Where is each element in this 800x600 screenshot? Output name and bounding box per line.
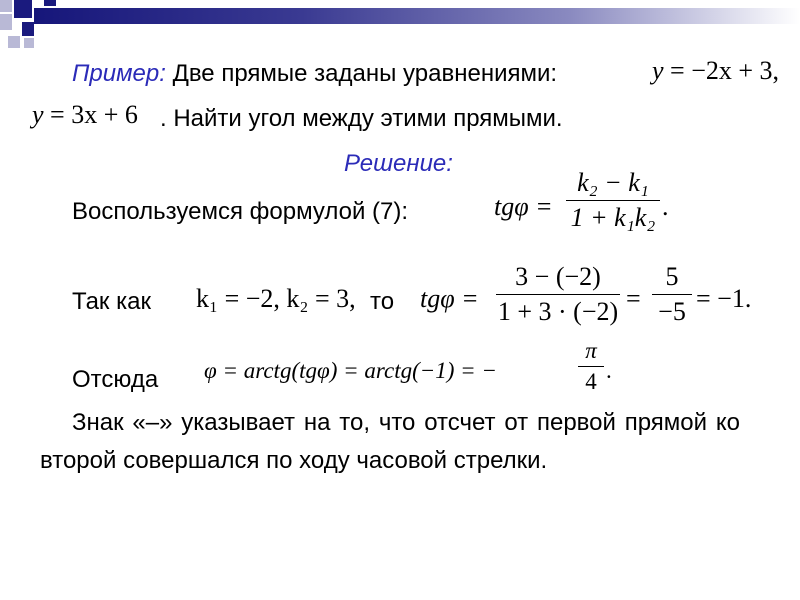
step3-numerator: π xyxy=(585,338,597,363)
fraction-bar xyxy=(578,366,604,367)
decor-square xyxy=(0,0,12,12)
step2-f2-denominator: −5 xyxy=(658,297,686,326)
step1-fraction xyxy=(566,168,660,233)
example-text: Две прямые заданы уравнениями: xyxy=(165,60,558,87)
header-bar xyxy=(34,8,800,24)
step1-text: Воспользуемся формулой (7): xyxy=(72,198,409,225)
example-label: Пример: xyxy=(72,60,166,87)
step3-tail: . xyxy=(606,358,612,383)
step3-text: Отсюда xyxy=(72,366,159,393)
solution-heading: Решение: xyxy=(344,150,453,177)
step2-text: Так как xyxy=(72,288,151,315)
step2-given: k₁ = −2, k₂ = 3, xyxy=(196,284,356,313)
step1-tail: . xyxy=(662,192,669,221)
equation-1 xyxy=(652,56,779,86)
eq1-lhs: y xyxy=(652,56,664,85)
step3-fraction xyxy=(578,338,604,395)
eq2-lhs: y xyxy=(32,100,44,129)
step1-lhs: tgφ = xyxy=(494,192,553,221)
decor-square xyxy=(0,14,12,30)
example-text-2: . Найти угол между этими прямыми. xyxy=(160,105,563,132)
step2-lhs: tgφ = xyxy=(420,284,479,313)
fraction-bar xyxy=(652,294,692,295)
equation-2 xyxy=(32,100,138,130)
decor-square xyxy=(24,38,34,48)
step2-result: = −1. xyxy=(696,284,752,313)
step1-numerator: k₂ − k₁ xyxy=(577,168,649,197)
step2-f1-numerator: 3 − (−2) xyxy=(515,262,601,291)
step1-denominator: 1 + k₁k₂ xyxy=(570,203,656,232)
decor-square xyxy=(14,0,32,18)
conclusion-paragraph: Знак «–» указывает на то, что отсчет от первой прямой ко второй совершался по ходу часовой стрелки. xyxy=(40,409,740,474)
eq1-rhs: = −2x + 3, xyxy=(670,56,780,85)
step3-expr: φ = arctg(tgφ) = arctg(−1) = − xyxy=(204,358,497,383)
step2-fraction-1 xyxy=(496,262,620,327)
fraction-bar xyxy=(496,294,620,295)
step2-fraction-2 xyxy=(652,262,692,327)
eq2-rhs: = 3x + 6 xyxy=(50,100,138,129)
step2-text-to: то xyxy=(370,288,395,315)
fraction-bar xyxy=(566,200,660,201)
step2-equals: = xyxy=(626,284,641,313)
example-line xyxy=(72,60,557,88)
step2-f1-denominator: 1 + 3 · (−2) xyxy=(497,297,619,326)
decor-square xyxy=(22,22,34,36)
step2-f2-numerator: 5 xyxy=(665,262,679,291)
decor-square xyxy=(8,36,20,48)
step3-denominator: 4 xyxy=(585,369,597,394)
decor-square xyxy=(44,0,56,6)
